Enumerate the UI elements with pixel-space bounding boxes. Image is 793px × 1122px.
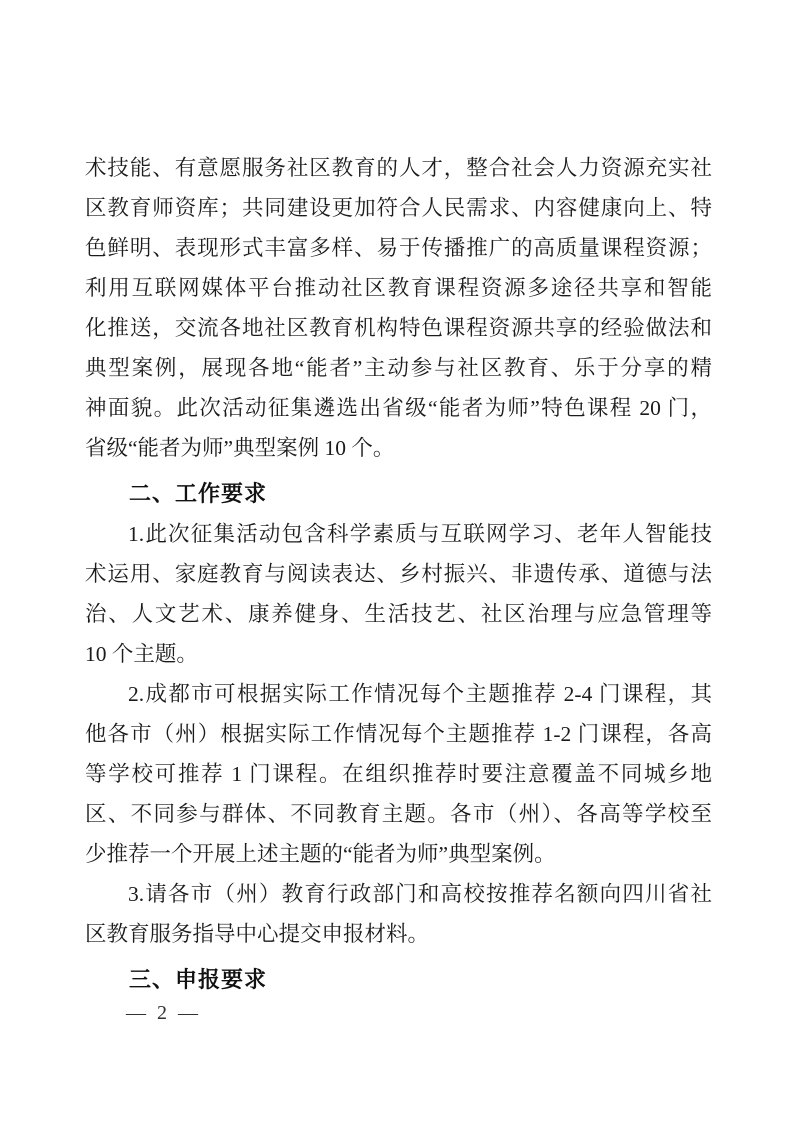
text-line: 1.此次征集活动包含科学素质与互联网学习、老年人智能技 bbox=[128, 522, 712, 546]
text-line: 2.成都市可根据实际工作情况每个主题推荐 2-4 门课程，其 bbox=[128, 682, 712, 706]
text-line: 利用互联网媒体平台推动社区教育课程资源多途径共享和智能 bbox=[85, 276, 712, 300]
page-number: — 2 — bbox=[126, 1002, 201, 1024]
text-line: 等学校可推荐 1 门课程。在组织推荐时要注意覆盖不同城乡地 bbox=[85, 762, 712, 786]
text-line: 区教育服务指导中心提交申报材料。 bbox=[85, 922, 430, 946]
text-line: 典型案例，展现各地“能者”主动参与社区教育、乐于分享的精 bbox=[85, 356, 712, 380]
text-line: 他各市（州）根据实际工作情况每个主题推荐 1-2 门课程，各高 bbox=[85, 722, 712, 746]
text-line: 术运用、家庭教育与阅读表达、乡村振兴、非遗传承、道德与法 bbox=[85, 562, 712, 586]
text-line: 术技能、有意愿服务社区教育的人才，整合社会人力资源充实社 bbox=[85, 156, 712, 180]
text-line: 区、不同参与群体、不同教育主题。各市（州）、各高等学校至 bbox=[85, 802, 712, 826]
text-line: 治、人文艺术、康养健身、生活技艺、社区治理与应急管理等 bbox=[85, 602, 712, 626]
text-line: 10 个主题。 bbox=[85, 642, 198, 666]
text-line: 化推送，交流各地社区教育机构特色课程资源共享的经验做法和 bbox=[85, 316, 712, 340]
text-line: 少推荐一个开展上述主题的“能者为师”典型案例。 bbox=[85, 842, 556, 866]
section-heading: 三、申报要求 bbox=[129, 967, 268, 992]
section-heading: 二、工作要求 bbox=[129, 481, 268, 506]
text-line: 3.请各市（州）教育行政部门和高校按推荐名额向四川省社 bbox=[128, 882, 712, 906]
text-line: 色鲜明、表现形式丰富多样、易于传播推广的高质量课程资源； bbox=[85, 236, 712, 260]
text-line: 神面貌。此次活动征集遴选出省级“能者为师”特色课程 20 门， bbox=[85, 396, 712, 420]
text-line: 区教育师资库；共同建设更加符合人民需求、内容健康向上、特 bbox=[85, 196, 712, 220]
text-line: 省级“能者为师”典型案例 10 个。 bbox=[85, 436, 395, 460]
document-body bbox=[85, 148, 712, 1000]
